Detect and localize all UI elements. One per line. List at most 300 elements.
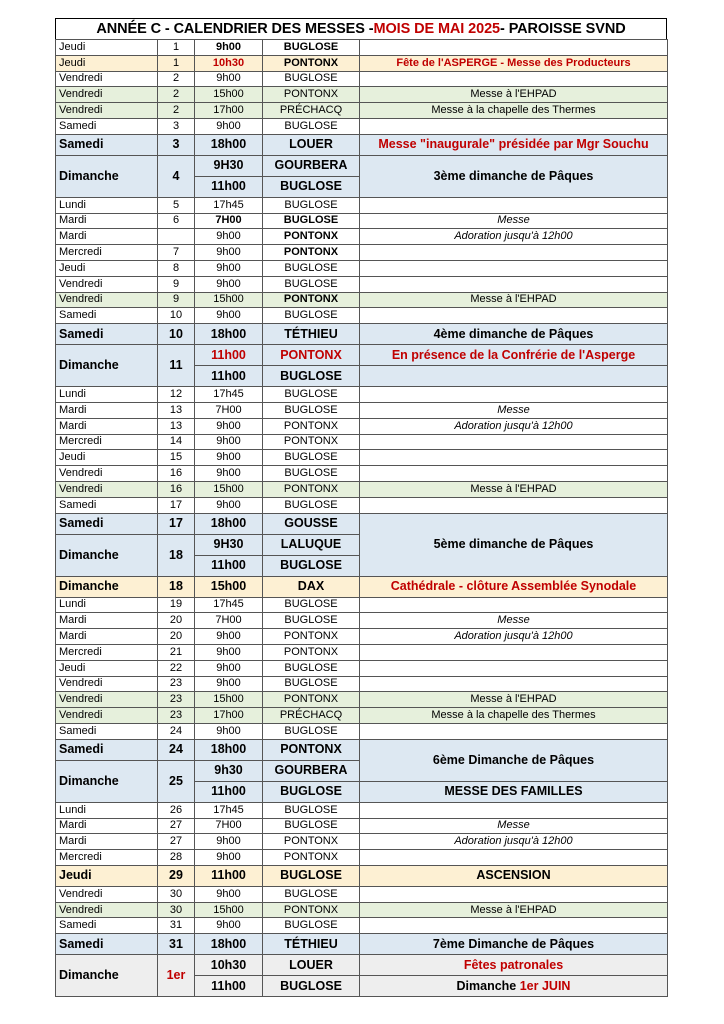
date-cell: 2 <box>158 103 195 119</box>
date-cell: 21 <box>158 644 195 660</box>
hour-cell: 9H30 <box>195 155 263 176</box>
day-cell: Mardi <box>56 613 158 629</box>
place-cell: PONTONX <box>263 434 360 450</box>
note-cell: Messe <box>360 613 668 629</box>
place-cell: DAX <box>263 576 360 597</box>
table-row <box>56 834 668 850</box>
table-row <box>56 576 668 597</box>
date-cell: 1 <box>158 55 195 71</box>
day-cell: Samedi <box>56 513 158 534</box>
note-cell: Messe à la chapelle des Thermes <box>360 103 668 119</box>
place-cell: PONTONX <box>263 481 360 497</box>
day-cell: Mardi <box>56 229 158 245</box>
note-cell <box>360 276 668 292</box>
note-cell <box>360 886 668 902</box>
date-cell: 8 <box>158 260 195 276</box>
hour-cell: 9h00 <box>195 308 263 324</box>
date-cell: 1er <box>158 955 195 997</box>
date-cell <box>158 229 195 245</box>
place-cell: BUGLOSE <box>263 781 360 802</box>
table-row <box>56 466 668 482</box>
table-row <box>56 629 668 645</box>
day-cell: Jeudi <box>56 865 158 886</box>
place-cell: BUGLOSE <box>263 613 360 629</box>
hour-cell: 17h45 <box>195 387 263 403</box>
table-row <box>56 613 668 629</box>
hour-cell: 11h00 <box>195 555 263 576</box>
table-row <box>56 708 668 724</box>
table-row <box>56 155 668 176</box>
place-cell: PONTONX <box>263 644 360 660</box>
date-cell: 29 <box>158 865 195 886</box>
table-row <box>56 513 668 534</box>
table-row <box>56 902 668 918</box>
table-row <box>56 739 668 760</box>
note-date: 1er JUIN <box>519 978 571 993</box>
hour-cell: 9h00 <box>195 229 263 245</box>
date-cell: 30 <box>158 886 195 902</box>
note-cell: En présence de la Confrérie de l'Asperge <box>360 345 668 366</box>
day-cell: Lundi <box>56 197 158 213</box>
day-cell: Samedi <box>56 497 158 513</box>
table-row <box>56 934 668 955</box>
hour-cell: 10h30 <box>195 55 263 71</box>
place-cell: BUGLOSE <box>263 676 360 692</box>
hour-cell: 10h30 <box>195 955 263 976</box>
title-part-3: - PAROISSE SVND <box>500 21 626 37</box>
day-cell: Mercredi <box>56 434 158 450</box>
note-cell: ASCENSION <box>360 865 668 886</box>
hour-cell: 9h00 <box>195 644 263 660</box>
hour-cell: 17h00 <box>195 708 263 724</box>
place-cell: GOURBERA <box>263 155 360 176</box>
day-cell: Vendredi <box>56 481 158 497</box>
date-cell: 20 <box>158 629 195 645</box>
table-row <box>56 955 668 976</box>
table-row <box>56 118 668 134</box>
hour-cell: 11h00 <box>195 976 263 997</box>
day-cell: Dimanche <box>56 345 158 387</box>
note-cell <box>360 40 668 56</box>
place-cell: BUGLOSE <box>263 818 360 834</box>
day-cell: Jeudi <box>56 260 158 276</box>
note-cell: Messe <box>360 213 668 229</box>
date-cell: 3 <box>158 134 195 155</box>
hour-cell: 11h00 <box>195 176 263 197</box>
note-cell: Messe à l'EHPAD <box>360 481 668 497</box>
day-cell: Lundi <box>56 387 158 403</box>
place-cell: PONTONX <box>263 692 360 708</box>
table-row <box>56 260 668 276</box>
place-cell: BUGLOSE <box>263 387 360 403</box>
place-cell: BUGLOSE <box>263 176 360 197</box>
hour-cell: 7H00 <box>195 402 263 418</box>
hour-cell: 15h00 <box>195 902 263 918</box>
note-cell: 4ème dimanche de Pâques <box>360 324 668 345</box>
place-cell: BUGLOSE <box>263 660 360 676</box>
day-cell: Mardi <box>56 818 158 834</box>
note-cell: Adoration jusqu'à 12h00 <box>360 229 668 245</box>
date-cell: 18 <box>158 576 195 597</box>
day-cell: Dimanche <box>56 955 158 997</box>
hour-cell: 18h00 <box>195 739 263 760</box>
hour-cell: 18h00 <box>195 934 263 955</box>
note-cell: Messe <box>360 818 668 834</box>
date-cell: 11 <box>158 345 195 387</box>
date-cell: 31 <box>158 934 195 955</box>
date-cell: 22 <box>158 660 195 676</box>
note-cell <box>360 434 668 450</box>
note-cell: Fêtes patronales <box>360 955 668 976</box>
place-cell: GOURBERA <box>263 760 360 781</box>
day-cell: Vendredi <box>56 87 158 103</box>
hour-cell: 9h00 <box>195 260 263 276</box>
place-cell: BUGLOSE <box>263 555 360 576</box>
place-cell: PONTONX <box>263 245 360 261</box>
date-cell: 17 <box>158 513 195 534</box>
date-cell: 27 <box>158 818 195 834</box>
hour-cell: 11h00 <box>195 345 263 366</box>
day-cell: Mardi <box>56 834 158 850</box>
table-row <box>56 660 668 676</box>
day-cell: Lundi <box>56 597 158 613</box>
place-cell: PONTONX <box>263 629 360 645</box>
date-cell: 12 <box>158 387 195 403</box>
day-cell: Vendredi <box>56 676 158 692</box>
place-cell: BUGLOSE <box>263 976 360 997</box>
note-cell: Fête de l'ASPERGE - Messe des Producteurs <box>360 55 668 71</box>
place-cell: BUGLOSE <box>263 40 360 56</box>
calendar-sheet <box>55 18 667 997</box>
place-cell: BUGLOSE <box>263 308 360 324</box>
hour-cell: 15h00 <box>195 692 263 708</box>
place-cell: PONTONX <box>263 87 360 103</box>
hour-cell: 18h00 <box>195 513 263 534</box>
hour-cell: 9h00 <box>195 850 263 866</box>
table-row <box>56 229 668 245</box>
hour-cell: 11h00 <box>195 865 263 886</box>
hour-cell: 9h00 <box>195 918 263 934</box>
table-row <box>56 55 668 71</box>
table-row <box>56 850 668 866</box>
note-cell <box>360 387 668 403</box>
date-cell: 3 <box>158 118 195 134</box>
date-cell: 23 <box>158 708 195 724</box>
day-cell: Vendredi <box>56 902 158 918</box>
day-cell: Samedi <box>56 134 158 155</box>
note-cell <box>360 308 668 324</box>
date-cell: 13 <box>158 402 195 418</box>
date-cell: 16 <box>158 481 195 497</box>
hour-cell: 9h00 <box>195 40 263 56</box>
table-row <box>56 802 668 818</box>
place-cell: BUGLOSE <box>263 802 360 818</box>
table-row <box>56 103 668 119</box>
date-cell: 4 <box>158 155 195 197</box>
date-cell: 6 <box>158 213 195 229</box>
page-title <box>55 18 667 39</box>
hour-cell: 9h30 <box>195 760 263 781</box>
hour-cell: 9h00 <box>195 466 263 482</box>
place-cell: LOUER <box>263 134 360 155</box>
place-cell: BUGLOSE <box>263 213 360 229</box>
hour-cell: 7H00 <box>195 818 263 834</box>
date-cell: 14 <box>158 434 195 450</box>
day-cell: Mardi <box>56 402 158 418</box>
table-row <box>56 723 668 739</box>
place-cell: BUGLOSE <box>263 71 360 87</box>
note-cell <box>360 918 668 934</box>
hour-cell: 9h00 <box>195 434 263 450</box>
day-cell: Jeudi <box>56 660 158 676</box>
table-row <box>56 324 668 345</box>
day-cell: Vendredi <box>56 292 158 308</box>
note-cell <box>360 850 668 866</box>
table-row <box>56 345 668 366</box>
note-cell <box>360 71 668 87</box>
hour-cell: 7H00 <box>195 213 263 229</box>
date-cell: 9 <box>158 276 195 292</box>
day-cell: Samedi <box>56 118 158 134</box>
place-cell: PONTONX <box>263 55 360 71</box>
day-cell: Mardi <box>56 418 158 434</box>
date-cell: 5 <box>158 197 195 213</box>
date-cell: 26 <box>158 802 195 818</box>
table-row <box>56 865 668 886</box>
place-cell: LOUER <box>263 955 360 976</box>
place-cell: PONTONX <box>263 418 360 434</box>
place-cell: PONTONX <box>263 902 360 918</box>
table-row <box>56 197 668 213</box>
day-cell: Vendredi <box>56 886 158 902</box>
day-cell: Jeudi <box>56 55 158 71</box>
day-cell: Mercredi <box>56 644 158 660</box>
day-cell: Samedi <box>56 918 158 934</box>
table-row <box>56 450 668 466</box>
place-cell: BUGLOSE <box>263 402 360 418</box>
place-cell: PONTONX <box>263 834 360 850</box>
day-cell: Samedi <box>56 723 158 739</box>
date-cell: 31 <box>158 918 195 934</box>
hour-cell: 7H00 <box>195 613 263 629</box>
note-cell: 5ème dimanche de Pâques <box>360 513 668 576</box>
hour-cell: 9h00 <box>195 676 263 692</box>
note-cell: 7ème Dimanche de Pâques <box>360 934 668 955</box>
hour-cell: 9h00 <box>195 418 263 434</box>
day-cell: Dimanche <box>56 760 158 802</box>
note-cell <box>360 723 668 739</box>
place-cell: BUGLOSE <box>263 723 360 739</box>
date-cell: 27 <box>158 834 195 850</box>
day-cell: Vendredi <box>56 276 158 292</box>
place-cell: PONTONX <box>263 229 360 245</box>
hour-cell: 9H30 <box>195 534 263 555</box>
day-cell: Samedi <box>56 324 158 345</box>
hour-cell: 9h00 <box>195 660 263 676</box>
day-cell: Dimanche <box>56 534 158 576</box>
hour-cell: 15h00 <box>195 292 263 308</box>
date-cell: 30 <box>158 902 195 918</box>
hour-cell: 18h00 <box>195 324 263 345</box>
place-cell: BUGLOSE <box>263 886 360 902</box>
hour-cell: 9h00 <box>195 118 263 134</box>
place-cell: PRÉCHACQ <box>263 103 360 119</box>
day-cell: Samedi <box>56 308 158 324</box>
hour-cell: 9h00 <box>195 71 263 87</box>
table-row <box>56 402 668 418</box>
note-cell: Cathédrale - clôture Assemblée Synodale <box>360 576 668 597</box>
hour-cell: 9h00 <box>195 834 263 850</box>
place-cell: TÉTHIEU <box>263 934 360 955</box>
note-cell: Messe à l'EHPAD <box>360 87 668 103</box>
date-cell: 23 <box>158 692 195 708</box>
date-cell: 19 <box>158 597 195 613</box>
note-cell: Messe à l'EHPAD <box>360 902 668 918</box>
table-row <box>56 87 668 103</box>
table-row <box>56 134 668 155</box>
table-row <box>56 692 668 708</box>
table-row <box>56 292 668 308</box>
day-cell: Jeudi <box>56 450 158 466</box>
place-cell: GOUSSE <box>263 513 360 534</box>
note-cell <box>360 466 668 482</box>
hour-cell: 9h00 <box>195 497 263 513</box>
note-cell: Messe à l'EHPAD <box>360 692 668 708</box>
day-cell: Mardi <box>56 629 158 645</box>
date-cell: 23 <box>158 676 195 692</box>
hour-cell: 17h45 <box>195 197 263 213</box>
date-cell: 10 <box>158 308 195 324</box>
note-cell <box>360 644 668 660</box>
table-row <box>56 387 668 403</box>
hour-cell: 17h45 <box>195 802 263 818</box>
hour-cell: 15h00 <box>195 576 263 597</box>
place-cell: BUGLOSE <box>263 918 360 934</box>
day-cell: Jeudi <box>56 40 158 56</box>
note-cell <box>360 366 668 387</box>
note-prefix: Dimanche <box>456 978 520 993</box>
note-cell: Messe "inaugurale" présidée par Mgr Souchu <box>360 134 668 155</box>
note-cell <box>360 497 668 513</box>
hour-cell: 9h00 <box>195 723 263 739</box>
place-cell: BUGLOSE <box>263 450 360 466</box>
hour-cell: 9h00 <box>195 886 263 902</box>
hour-cell: 18h00 <box>195 134 263 155</box>
day-cell: Mercredi <box>56 245 158 261</box>
note-cell: MESSE DES FAMILLES <box>360 781 668 802</box>
place-cell: PONTONX <box>263 345 360 366</box>
table-row <box>56 71 668 87</box>
place-cell: BUGLOSE <box>263 466 360 482</box>
place-cell: PONTONX <box>263 292 360 308</box>
date-cell: 10 <box>158 324 195 345</box>
place-cell: TÉTHIEU <box>263 324 360 345</box>
place-cell: PONTONX <box>263 850 360 866</box>
note-cell <box>360 676 668 692</box>
table-row <box>56 918 668 934</box>
place-cell: BUGLOSE <box>263 260 360 276</box>
day-cell: Lundi <box>56 802 158 818</box>
day-cell: Vendredi <box>56 103 158 119</box>
note-cell <box>360 660 668 676</box>
date-cell: 7 <box>158 245 195 261</box>
date-cell: 15 <box>158 450 195 466</box>
place-cell: BUGLOSE <box>263 865 360 886</box>
table-row <box>56 597 668 613</box>
note-cell <box>360 802 668 818</box>
hour-cell: 11h00 <box>195 366 263 387</box>
day-cell: Vendredi <box>56 692 158 708</box>
table-row <box>56 308 668 324</box>
note-cell <box>360 976 668 997</box>
note-cell: Adoration jusqu'à 12h00 <box>360 629 668 645</box>
note-cell <box>360 118 668 134</box>
place-cell: LALUQUE <box>263 534 360 555</box>
table-row <box>56 481 668 497</box>
date-cell: 17 <box>158 497 195 513</box>
place-cell: BUGLOSE <box>263 366 360 387</box>
table-row <box>56 213 668 229</box>
note-cell: Adoration jusqu'à 12h00 <box>360 834 668 850</box>
title-month: MOIS DE MAI 2025 <box>373 21 501 37</box>
hour-cell: 9h00 <box>195 629 263 645</box>
table-row <box>56 245 668 261</box>
day-cell: Mardi <box>56 213 158 229</box>
hour-cell: 17h45 <box>195 597 263 613</box>
note-cell: Messe <box>360 402 668 418</box>
day-cell: Vendredi <box>56 708 158 724</box>
table-row <box>56 676 668 692</box>
hour-cell: 9h00 <box>195 276 263 292</box>
place-cell: BUGLOSE <box>263 197 360 213</box>
date-cell: 25 <box>158 760 195 802</box>
table-row <box>56 434 668 450</box>
mass-schedule-table <box>55 39 668 997</box>
hour-cell: 15h00 <box>195 481 263 497</box>
date-cell: 24 <box>158 723 195 739</box>
date-cell: 13 <box>158 418 195 434</box>
day-cell: Vendredi <box>56 71 158 87</box>
day-cell: Dimanche <box>56 155 158 197</box>
note-cell <box>360 245 668 261</box>
table-row <box>56 644 668 660</box>
note-cell: 3ème dimanche de Pâques <box>360 155 668 197</box>
day-cell: Samedi <box>56 934 158 955</box>
table-row <box>56 276 668 292</box>
day-cell: Samedi <box>56 739 158 760</box>
date-cell: 2 <box>158 87 195 103</box>
date-cell: 1 <box>158 40 195 56</box>
title-part-1: ANNÉE C - CALENDRIER DES MESSES - <box>96 21 374 37</box>
place-cell: BUGLOSE <box>263 276 360 292</box>
date-cell: 2 <box>158 71 195 87</box>
note-cell <box>360 597 668 613</box>
note-cell <box>360 260 668 276</box>
day-cell: Mercredi <box>56 850 158 866</box>
hour-cell: 11h00 <box>195 781 263 802</box>
date-cell: 16 <box>158 466 195 482</box>
table-row <box>56 497 668 513</box>
table-row <box>56 418 668 434</box>
note-cell <box>360 197 668 213</box>
date-cell: 20 <box>158 613 195 629</box>
note-cell: Messe à l'EHPAD <box>360 292 668 308</box>
place-cell: PONTONX <box>263 739 360 760</box>
table-row <box>56 40 668 56</box>
day-cell: Vendredi <box>56 466 158 482</box>
hour-cell: 15h00 <box>195 87 263 103</box>
date-cell: 24 <box>158 739 195 760</box>
